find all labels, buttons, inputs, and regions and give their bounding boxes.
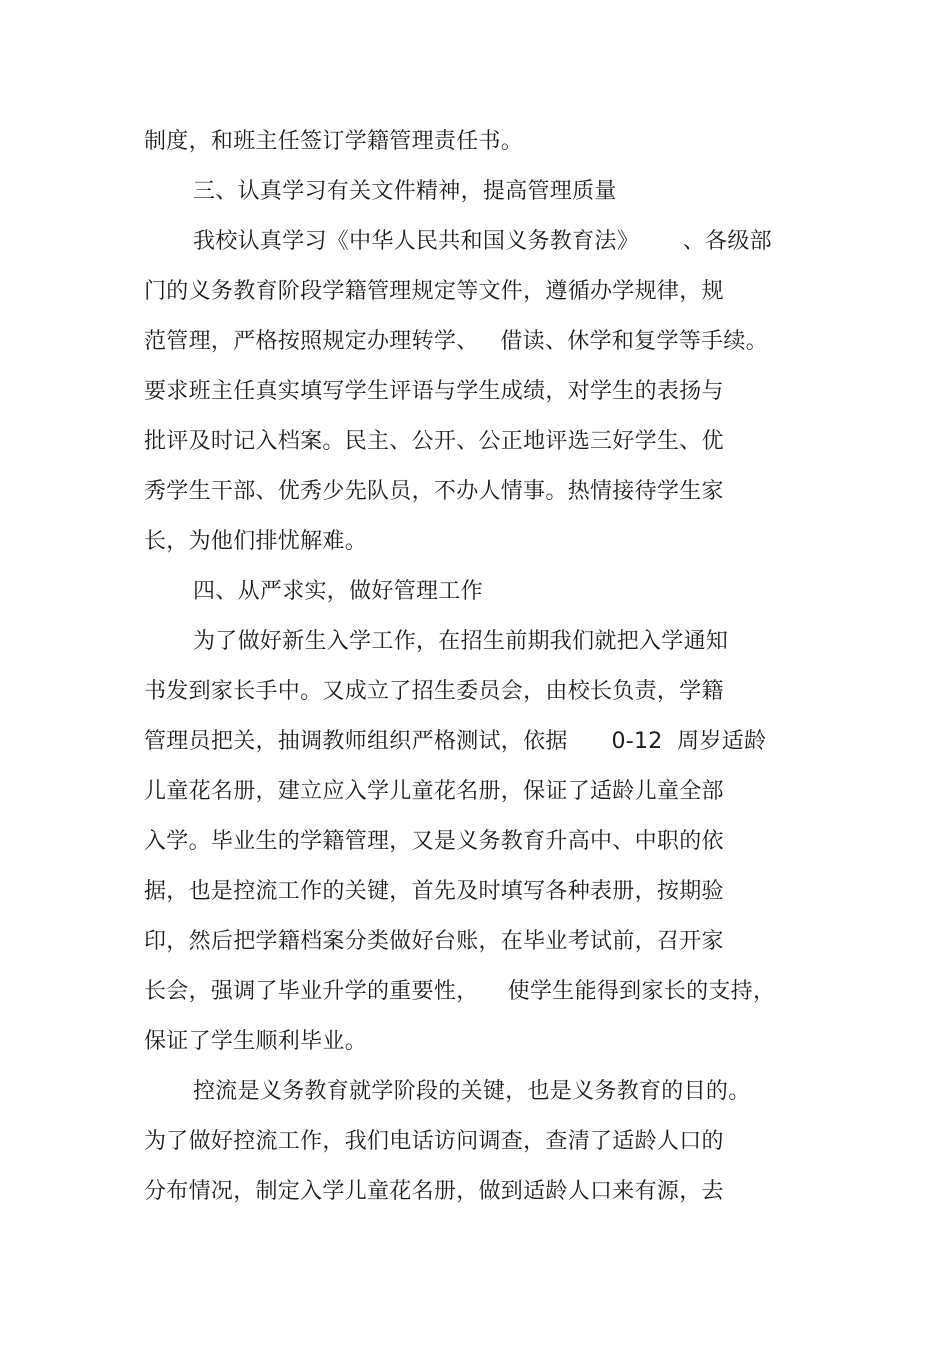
text-line: 长会，强调了毕业升学的重要性， 使学生能得到家长的支持， [144,979,776,1004]
section-heading: 四、从严求实，做好管理工作 [193,579,483,604]
text-line: 入学。毕业生的学籍管理，又是义务教育升高中、中职的依 [144,829,724,854]
text-line: 要求班主任真实填写学生评语与学生成绩，对学生的表扬与 [144,379,724,404]
text-line: 范管理，严格按照规定办理转学、 借读、休学和复学等手续。 [144,329,768,354]
text-line: 书发到家长手中。又成立了招生委员会，由校长负责，学籍 [144,679,724,704]
text-line: 控流是义务教育就学阶段的关键，也是义务教育的目的。 [193,1079,751,1104]
text-line: 印，然后把学籍档案分类做好台账，在毕业考试前，召开家 [144,929,724,954]
text-line: 为了做好控流工作，我们电话访问调查，查清了适龄人口的 [144,1129,724,1154]
text-line: 门的义务教育阶段学籍管理规定等文件，遵循办学规律，规 [144,279,724,304]
text-line: 我校认真学习《中华人民共和国义务教育法》 、各级部 [193,229,772,254]
section-heading: 三、认真学习有关文件精神，提高管理质量 [193,179,617,204]
text-line: 秀学生干部、优秀少先队员，不办人情事。热情接待学生家 [144,479,724,504]
text-line: 批评及时记入档案。民主、公开、公正地评选三好学生、优 [144,429,724,454]
text-line: 分布情况，制定入学儿童花名册，做到适龄人口来有源，去 [144,1179,724,1204]
text-line: 为了做好新生入学工作，在招生前期我们就把入学通知 [193,629,729,654]
text-line: 保证了学生顺利毕业。 [144,1029,368,1054]
text-line: 制度，和班主任签订学籍管理责任书。 [144,129,524,154]
text-line: 长，为他们排忧解难。 [144,529,368,554]
text-line: 儿童花名册，建立应入学儿童花名册，保证了适龄儿童全部 [144,779,724,804]
text-line: 管理员把关，抽调教师组织严格测试，依据 0-12 周岁适龄 [144,729,767,754]
text-line: 据，也是控流工作的关键，首先及时填写各种表册，按期验 [144,879,724,904]
